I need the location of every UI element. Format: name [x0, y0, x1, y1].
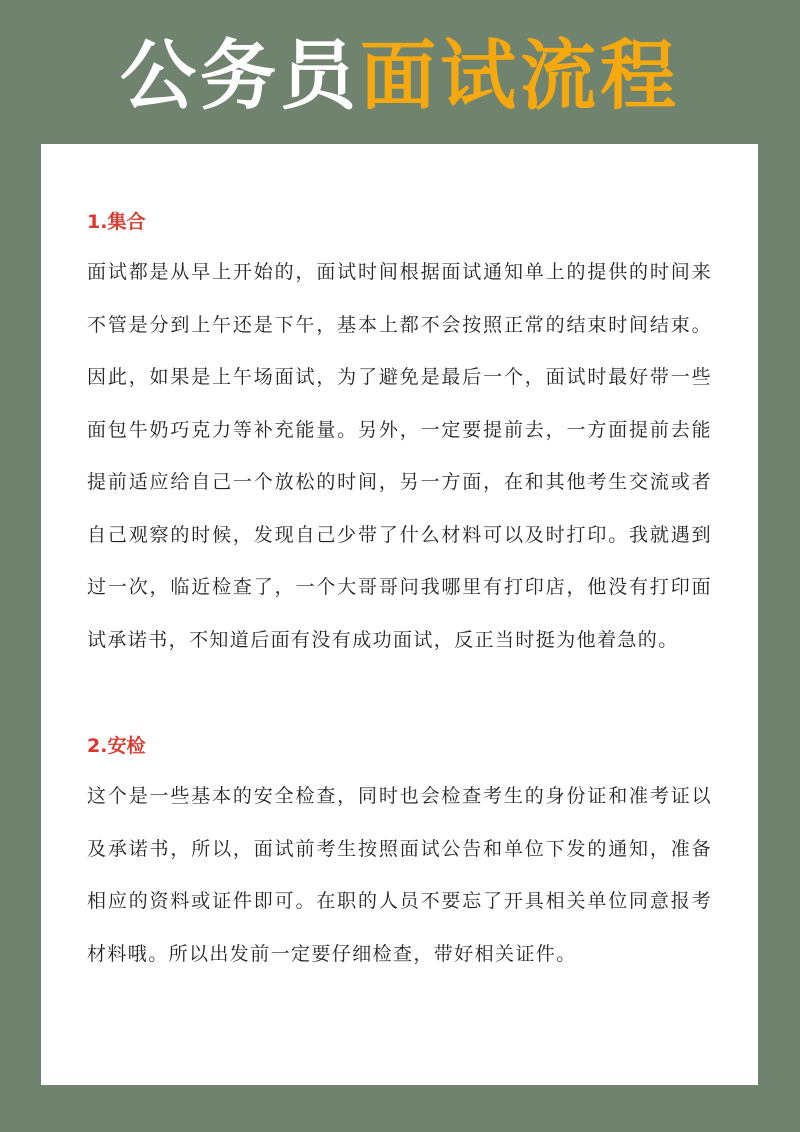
section-body: 面试都是从早上开始的，面试时间根据面试通知单上的提供的时间来不管是分到上午还是下午，基本上都不会按照正常的结束时间结束。因此，如果是上午场面试，为了避免是最后一个，面试时最好带一些面包牛奶巧克力等补充能量。另外，一定要提前去，一方面提前去能提前适应给自己一个放松的时间，另一方面，在和其他考生交流或者自己观察的时候，发现自己少带了什么材料可以及时打印。我就遇到过一次，临近检查了，一个大哥哥问我哪里有打印店，他没有打印面试承诺书，不知道后面有没有成功面试，反正当时挺为他着急的。: [87, 261, 712, 651]
section-heading: 1.集合: [87, 211, 146, 233]
title-part-white: 公务员: [120, 31, 360, 120]
section-body: 这个是一些基本的安全检查，同时也会检查考生的身份证和准考证以及承诺书，所以，面试前考生按照面试公告和单位下发的通知，准备相应的资料或证件即可。在职的人员不要忘了开具相关单位同意报考材料哦。所以出发前一定要仔细检查，带好相关证件。: [87, 785, 712, 965]
section-security-check: [87, 726, 712, 980]
title-part-orange: 面试流程: [360, 31, 680, 120]
content-card: [41, 144, 758, 1085]
section-gathering: [87, 202, 712, 666]
page-title: [0, 26, 800, 126]
section-heading: 2.安检: [87, 735, 146, 757]
